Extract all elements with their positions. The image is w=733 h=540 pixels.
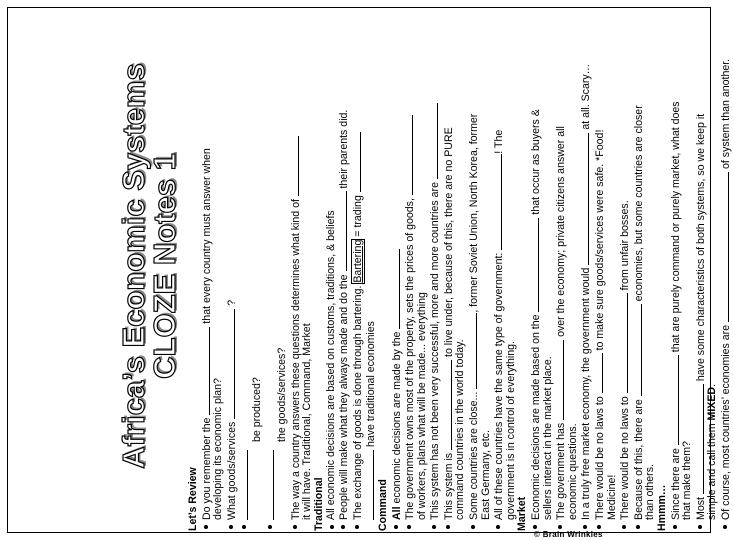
fill-blank[interactable]	[390, 249, 400, 329]
page-border	[7, 7, 732, 539]
title-line-1: Africa’s Economic Systems	[116, 63, 151, 469]
fill-blank[interactable]	[428, 103, 438, 179]
command-heading: Command	[376, 479, 389, 531]
list-item: All economic decisions are based on customs, traditions, & beliefs	[326, 15, 338, 531]
fill-blank[interactable]	[225, 309, 235, 419]
traditional-heading: Traditional	[312, 477, 325, 531]
fill-blank[interactable]	[492, 154, 502, 250]
list-item: The government owns most of the property, sets the prices of goods, of workers, plans what will be made... everything	[403, 15, 428, 531]
list-item: The government has over the economy; private citizens answer all economic questions.	[554, 15, 579, 531]
fill-blank[interactable]	[442, 360, 452, 450]
list-item: This system has not been very successful, more and more countries are	[428, 15, 442, 531]
cloze-notes	[187, 15, 732, 531]
list-item: be produced?	[238, 15, 263, 531]
list-item: This system is to live under, because of this, there are no PURE command countries in the world today.	[442, 15, 467, 531]
fill-blank[interactable]	[632, 304, 642, 396]
bartering-term: Bartering	[351, 239, 364, 283]
list-item: Because of this, there are economies, but some countries are closer than others.	[632, 15, 657, 531]
fill-blank[interactable]	[669, 355, 679, 445]
page-title	[118, 6, 180, 526]
list-item: the goods/services?	[264, 15, 289, 531]
fill-blank[interactable]	[364, 450, 374, 520]
list-item: All economic decisions are made by the	[390, 15, 404, 531]
list-item: In a truly free market economy, the government would at all. Scary…	[579, 15, 593, 531]
fill-blank[interactable]	[351, 132, 361, 192]
list-item: There would be no laws to from unfair bosses.	[618, 15, 632, 531]
list-item: There would be no laws to to make sure goods/services were safe. *Food! Medicine!	[593, 15, 618, 531]
list-item: Do you remember the that every country must answer when developing its economic plan?	[200, 15, 225, 531]
list-item: The way a country answers these questions determines what kind of it will have. Traditional, Command, Market	[289, 15, 314, 531]
fill-blank[interactable]	[694, 384, 704, 494]
fill-blank[interactable]	[719, 172, 729, 322]
review-heading: Let’s Review	[187, 467, 199, 531]
hmmm-heading: Hmmm…	[655, 484, 668, 531]
fill-blank[interactable]	[337, 191, 347, 271]
fill-blank[interactable]	[554, 340, 564, 420]
fill-blank[interactable]	[200, 327, 210, 415]
list-item: Of course, most countries’ economies are of system than another.	[719, 15, 733, 531]
list-item: Some countries are close... , former Soviet Union, North Korea, former East Germany, etc.	[467, 15, 492, 531]
fill-blank[interactable]	[618, 293, 628, 393]
title-line-2: CLOZE Notes 1	[147, 153, 182, 379]
fill-blank[interactable]	[264, 450, 274, 520]
list-item: People will make what they always made and do the their parents did.	[337, 15, 351, 531]
rotated-content	[8, 8, 732, 539]
list-item: The exchange of goods is done through bartering. Bartering = trading have traditional economies	[351, 15, 378, 531]
list-item: Economic decisions are made based on the that occur as buyers & sellers interact in the market place.	[529, 15, 554, 531]
fill-blank[interactable]	[579, 133, 589, 265]
list-item: Most have some characteristics of both systems, so we keep it simple and call them MIXED.	[694, 15, 719, 531]
list-item: What goods/services ?	[225, 15, 239, 531]
fill-blank[interactable]	[467, 313, 477, 389]
fill-blank[interactable]	[289, 136, 299, 196]
fill-blank[interactable]	[403, 115, 413, 195]
fill-blank[interactable]	[529, 218, 539, 312]
copyright-credit: © Brain Wrinkles	[534, 530, 603, 539]
market-heading: Market	[516, 496, 529, 531]
list-item: All of these countries have the same type of government: ! The government is in control of everything.	[492, 15, 517, 531]
list-item: Since there are that are purely command or purely market, what does that make them?	[669, 15, 694, 531]
fill-blank[interactable]	[593, 353, 603, 393]
fill-blank[interactable]	[238, 450, 248, 520]
